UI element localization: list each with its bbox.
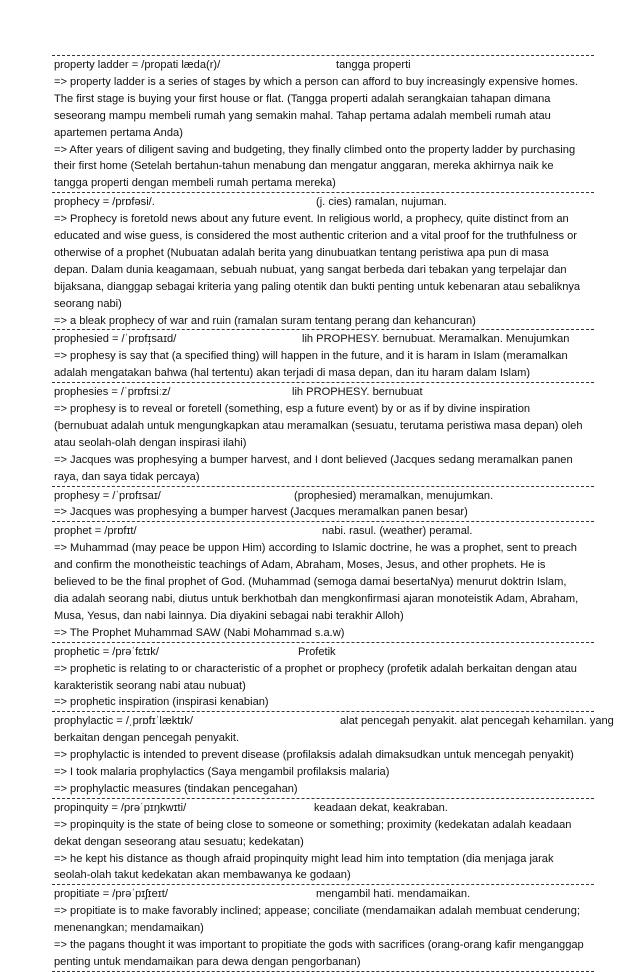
entry-line: => I took malaria prophylactics (Saya mengambil profilaksis malaria)	[54, 766, 390, 779]
entry-head	[54, 644, 592, 661]
entry-line: and confirm the monotheistic teachings of Adam, Abraham, Moses, Jesus, and other prophets. He is	[54, 559, 546, 572]
entry-translation: mengambil hati. mendamaikan.	[316, 888, 471, 901]
entry-line: bijaksana, dianggap sebagai kriteria yang paling otentik dan bukti penting untuk kebenaran atau sebaliknya	[54, 280, 581, 293]
entry-line: believed to be the final prophet of God. (Muhammad (semoga damai besertaNya) menurut doktrin Islam,	[54, 576, 567, 589]
entry-translation: lih PROPHESY. bernubuat. Meramalkan. Menujumkan	[302, 333, 570, 346]
entry-line: => Muhammad (may peace be uppon Him) according to Islamic doctrine, he was a prophet, sent to preach	[54, 542, 577, 555]
entry-translation: nabi. rasul. (weather) peramal.	[322, 525, 473, 538]
entry-line: depan. Dalam dunia keagamaan, sebuah nubuat, yang sangat berbeda dari tebakan yang terpelajar dan	[54, 263, 567, 276]
entry-head	[54, 57, 592, 74]
entry-line: tangga properti dengan membeli rumah pertama mereka)	[54, 177, 336, 190]
entry-translation: Profetik	[298, 645, 336, 658]
entry-prophesied	[52, 329, 594, 382]
entry-prophesy	[52, 486, 594, 522]
entry-term: prophylactic = /ˌprɒfɪˈlæktɪk/	[54, 715, 193, 728]
entry-translation: tangga properti	[336, 59, 411, 71]
entry-line: raya, dan saya tidak percaya)	[54, 470, 200, 483]
entry-line: their first home (Setelah bertahun-tahun menabung dan mengatur anggaran, mereka akhirnya naik ke	[54, 160, 554, 173]
entry-line: => Jacques was prophesying a bumper harvest (Jacques meramalkan panen besar)	[54, 506, 468, 519]
entry-line: => Prophecy is foretold news about any future event. In religious world, a prophecy, quite distinct from an	[54, 213, 569, 226]
entry-head	[54, 488, 592, 505]
entry-translation: keadaan dekat, keakraban.	[314, 801, 448, 814]
entry-head	[54, 800, 592, 817]
entry-line: berkaitan dengan pencegah penyakit.	[54, 732, 240, 745]
entry-line: seolah-olah takut kedekatan akan membawanya ke godaan)	[54, 869, 351, 882]
entry-line: Musa, Yesus, dan nabi lainnya. Dia diyakini sebagai nabi terakhir Alloh)	[54, 609, 404, 622]
entry-line: apartemen pertama Anda)	[54, 126, 183, 139]
entry-head	[54, 384, 592, 401]
entry-line: otherwise of a prophet (Nubuatan adalah berita yang dinubuatkan tentang peristiwa apa pun di masa	[54, 246, 549, 259]
entry-head	[54, 713, 614, 730]
entry-line: seseorang mampu membeli rumah yang semakin mahal. Tahap pertama adalah membeli rumah atau	[54, 109, 551, 122]
entry-line: => prophylactic is intended to prevent disease (profilaksis adalah dimaksudkan untuk mencegah penyakit)	[54, 749, 574, 762]
entry-term: prophecy = /prɒfəsi/.	[54, 196, 155, 209]
entry-prophylactic	[52, 711, 614, 798]
entry-term: propinquity = /prəˈpɪŋkwɪti/	[54, 801, 187, 814]
entry-property-ladder	[52, 55, 594, 192]
entry-line: => prophetic inspiration (inspirasi kenabian)	[54, 696, 269, 709]
entry-line: => After years of diligent saving and budgeting, they finally climbed onto the property ladder by purchasing	[54, 143, 576, 156]
entry-prophetic	[52, 642, 594, 712]
entry-line: => prophesy is to reveal or foretell (something, esp a future event) by or as if by divine inspiration	[54, 403, 531, 416]
entry-translation: lih PROPHESY. bernubuat	[292, 386, 423, 399]
entry-prophecy	[52, 192, 594, 329]
entry-term: prophetic = /prəˈfɛtɪk/	[54, 645, 159, 658]
entry-line: => propinquity is the state of being close to someone or something; proximity (kedekatan adalah keadaan	[54, 818, 572, 831]
entry-translation: (prophesied) meramalkan, menujumkan.	[294, 489, 494, 502]
entry-prophet	[52, 521, 594, 641]
entry-line: => prophylactic measures (tindakan pencegahan)	[54, 782, 298, 795]
entry-head	[54, 886, 592, 903]
entry-term: propitiate = /prəˈpɪʃɪeɪt/	[54, 888, 168, 901]
entry-line: seorang nabi)	[54, 297, 122, 310]
dictionary-page	[52, 55, 614, 972]
entry-line: penting untuk mendamaikan para dewa dengan pengorbanan)	[54, 955, 361, 968]
entry-line: educated and wise guess, is considered the most authentic criterion and a vital proof for the truthfulness or	[54, 230, 577, 243]
entry-line: (bernubuat adalah untuk mengungkapkan atau meramalkan (sesuatu, terutama peristiwa masa depan) oleh	[54, 419, 583, 432]
entry-line: => prophetic is relating to or characteristic of a prophet or prophecy (profetik adalah berkaitan dengan atau	[54, 662, 577, 675]
entry-prophesies	[52, 382, 594, 485]
entry-translation: alat pencegah penyakit. alat pencegah kehamilan. yang	[340, 715, 614, 728]
entry-line: The first stage is buying your first house or flat. (Tangga properti adalah serangkaian tahapan dimana	[54, 92, 551, 105]
entry-line: => a bleak prophecy of war and ruin (ramalan suram tentang perang dan kehancuran)	[54, 314, 476, 327]
entry-line: => The Prophet Muhammad SAW (Nabi Mohammad s.a.w)	[54, 626, 345, 639]
entry-line: adalah mengatakan bahwa (hal tertentu) akan terjadi di masa depan, dan itu haram dalam Islam)	[54, 367, 531, 380]
entry-term: prophesy = /ˈprɒfɪsaɪ/	[54, 489, 161, 502]
entry-line: => he kept his distance as though afraid propinquity might lead him into temptation (dia menjaga jarak	[54, 852, 554, 865]
entry-line: => Jacques was prophesying a bumper harvest, and I dont believed (Jacques sedang meramalkan panen	[54, 453, 573, 466]
entry-line: => propitiate is to make favorably inclined; appease; conciliate (mendamaikan adalah membuat cenderung;	[54, 905, 581, 918]
entry-propinquity	[52, 798, 594, 885]
entry-propitiate	[52, 884, 594, 972]
entry-head	[54, 331, 592, 348]
entry-term: property ladder = /propati læda(r)/	[54, 59, 221, 71]
entry-head	[54, 523, 592, 540]
entry-term: prophet = /prɒfɪt/	[54, 525, 137, 538]
entry-line: atau seolah-olah dengan inspirasi ilahi)	[54, 436, 247, 449]
entry-line: menenangkan; mendamaikan)	[54, 922, 204, 935]
entry-head	[54, 194, 592, 211]
entry-line: => the pagans thought it was important to propitiate the gods with sacrifices (orang-orang kafir menganggap	[54, 939, 584, 952]
entry-translation: (j. cies) ramalan, nujuman.	[316, 196, 447, 209]
entry-term: prophesied = /ˈprɒfɪ̩saɪd/	[54, 333, 177, 346]
entry-line: karakteristik seorang nabi atau nubuat)	[54, 679, 246, 692]
entry-term: prophesies = /ˈprɒfɪsiːz/	[54, 386, 171, 399]
entry-line: dekat dengan seseorang atau sesuatu; kedekatan)	[54, 835, 304, 848]
entry-line: => property ladder is a series of stages by which a person can afford to buy increasingly expensive homes.	[54, 75, 578, 88]
entry-line: dia adalah seorang nabi, diutus untuk berkhotbah dan mengkonfirmasi ajaran monoteistik Adam, Abraham,	[54, 593, 579, 605]
entry-line: => prophesy is say that (a specified thing) will happen in the future, and it is haram in Islam (meramalkan	[54, 350, 568, 363]
